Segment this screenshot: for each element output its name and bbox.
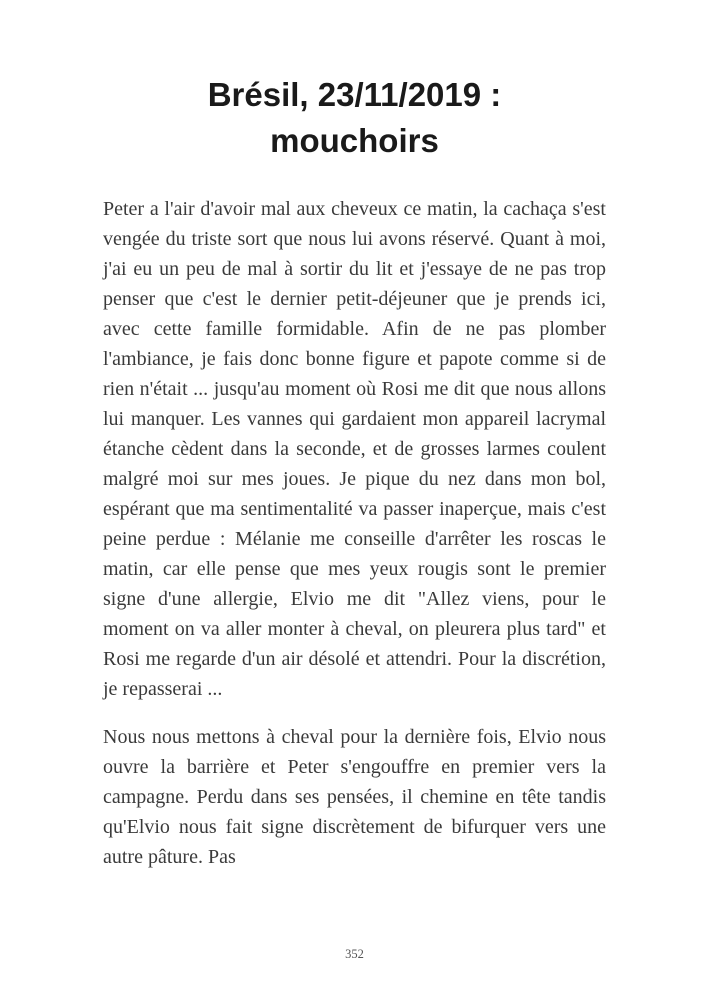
paragraph-2: Nous nous mettons à cheval pour la dernière fois, Elvio nous ouvre la barrière et Peter s'engouffre en premier vers la campagne. Perdu dans ses pensées, il chemine en tête tandis qu'Elvio nous fait signe discrètement de bifurquer vers une autre pâture. Pas [103,726,606,868]
page-number: 352 [345,947,364,961]
page-title-line-2: mouchoirs [270,122,439,159]
page-title [103,72,606,164]
page-title-line-1: Brésil, 23/11/2019 : [207,76,502,113]
body-text [103,194,606,872]
paragraph-1: Peter a l'air d'avoir mal aux cheveux ce matin, la cachaça s'est vengée du triste sort que nous lui avons réservé. Quant à moi, j'ai eu un peu de mal à sortir du lit et j'essaye de ne pas trop penser que c'est le dernier petit-déjeuner que je prends ici, avec cette famille formidable. Afin de ne pas plomber l'ambiance, je fais donc bonne figure et papote comme si de rien n'était ... jusqu'au moment où Rosi me dit que nous allons lui manquer. Les vannes qui gardaient mon appareil lacrymal étanche cèdent dans la seconde, et de grosses larmes coulent malgré moi sur mes joues. Je pique du nez dans mon bol, espérant que ma sentimentalité va passer inaperçue, mais c'est peine perdue : Mélanie me conseille d'arrêter les roscas le matin, car elle pense que mes yeux rougis sont le premier signe d'une allergie, Elvio me dit "Allez viens, pour le moment on va aller monter à cheval, on pleurera plus tard" et Rosi me regarde d'un air désolé et attendri. Pour la discrétion, je repasserai ... [103,198,606,700]
